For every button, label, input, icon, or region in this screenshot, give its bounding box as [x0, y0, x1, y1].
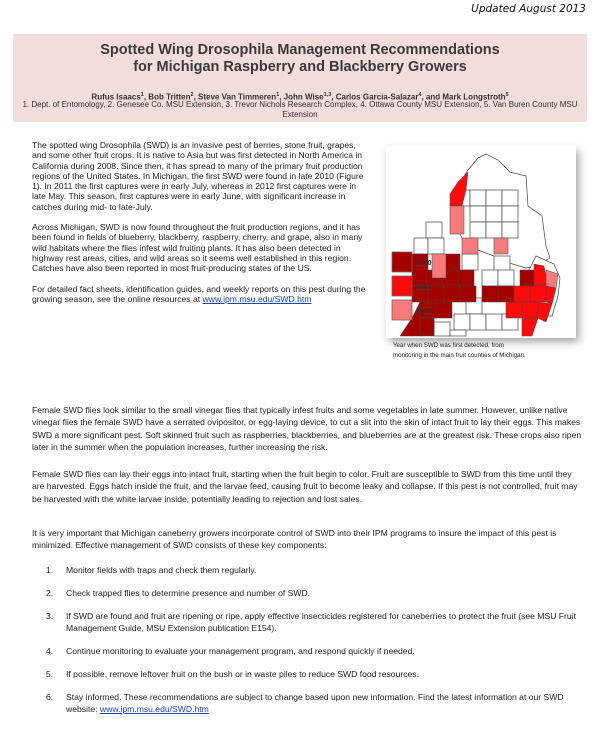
author-separator: , [279, 92, 284, 102]
list-item-text: If possible, remove leftover fruit on the bush or in waste piles to reduce SWD food resources. [66, 669, 419, 679]
author-name: Mark Longstroth [442, 92, 506, 102]
intro-paragraph-2: Across Michigan, SWD is now found throughout the fruit production regions, and it has been found in fields of blueberry, blackberry, raspberry, cherry, and grape, also in many wild habitats where the flies infest wild fruiting plants. It has also been detected in highway rest areas, cities, and wild areas so it seems well established in this region. Catches have also been reported in most fruit-producing states of the US. [32, 222, 363, 274]
list-item-text: Continue monitoring to evaluate your management program, and respond quickly if needed. [66, 646, 415, 656]
resources-text: For detailed fact sheets, identification guides, and weekly reports on this pest during the growing season, see the online resources at [32, 283, 366, 304]
body-paragraph-2 [32, 468, 582, 505]
body-paragraph-3 [32, 527, 582, 552]
egg-laying-paragraph: Female SWD flies can lay their eggs into intact fruit, starting when the fruit begin to color. Fruit are susceptible to SWD from this time until they are harvested. Eggs hatch inside the fruit, and the larvae feed, causing fruit to become leaky and collapse. If this pest is not controlled, fruit may be harvested with the white larvae inside, potentially leading to rejection and lost sales. [32, 469, 578, 504]
map-legend [392, 252, 432, 320]
list-item-number: 5. [46, 669, 54, 679]
author-affiliation-number: 2 [190, 92, 194, 98]
list-item-text: Monitor fields with traps and check them regularly. [66, 565, 257, 575]
list-item-number: 1. [46, 565, 54, 575]
legend-swatch-2012 [392, 300, 412, 320]
author-name: Bob Tritten [148, 92, 191, 102]
document-title [13, 42, 587, 76]
legend-label-2010: 2010 [416, 260, 432, 267]
intro-paragraph-1: The spotted wing Drosophila (SWD) is an invasive pest of berries, stone fruit, grapes, and some other fruit crops. It is native to Asia but was first detected in North America in California during 2008. Since then, it has spread to many of the primary fruit production regions of the United States. In Michigan, the first SWD were found in late 2010 (Figure 1). In 2011 the first captures were in early July, whereas in 2012 first captures were in late May. This season, first captures were in early June, with significant increase in catches during mid- to late-July. [32, 140, 364, 212]
map-caption-line-1: Year when SWD was first detected, from [393, 342, 504, 349]
legend-label-2012: 2012 [416, 308, 432, 315]
title-line-2: for Michigan Raspberry and Blackberry Growers [133, 59, 467, 75]
updated-date: Updated August 2013 [471, 3, 586, 15]
management-components-list [46, 564, 586, 726]
map-graphic [386, 146, 576, 338]
list-item-text: If SWD are found and fruit are ripening or ripe, apply effective insecticides registered for caneberries to protect the fruit (see MSU Fruit Management Guide, MSU Extension publication E154). [66, 611, 576, 633]
list-item-text: Stay informed. These recommendations are subject to change based upon new information. Find the latest information at our SWD website: [66, 692, 564, 714]
list-item-number: 2. [46, 588, 54, 598]
author-affiliation-number: 5 [505, 92, 509, 98]
author-separator: , and [421, 92, 443, 102]
affiliations: 1. Dept. of Entomology, 2. Genesee Co. MSU Extension, 3. Trevor Nichols Research Complex, 4. Ottawa County MSU Extension, 5. Van Buren County MSU Extension [22, 100, 578, 119]
author-name: Steve Van Timmeren [198, 92, 277, 102]
author-separator: , [331, 92, 336, 102]
author-separator: , [143, 92, 149, 102]
title-line-1: Spotted Wing Drosophila Management Recommendations [100, 42, 500, 58]
intro-column [32, 140, 367, 314]
map-caption-line-2: monitoring in the main fruit counties of Michigan. [393, 351, 526, 359]
body-paragraph-1 [32, 404, 582, 454]
author-affiliation-number: 4 [418, 92, 422, 98]
list-item [46, 645, 586, 657]
author-name: Carlos Garcia-Salazar [335, 92, 419, 102]
list-item [46, 564, 586, 576]
ovipositor-paragraph: Female SWD flies look similar to the small vinegar flies that typically infest fruits and some vegetables in late summer. However, unlike native vinegar flies the female SWD have a serrated ovipositor, or egg-laying device, to cut a slit into the skin of intact fruit to lay their eggs. This makes SWD a more significant pest. Soft skinned fruit such as raspberries, blackberries, and blueberries are at the greatest risk. These crops also ripen later in the summer when the population increases, further increasing the risk. [32, 405, 582, 453]
author-name: Rufus Isaacs [91, 92, 141, 102]
list-item-number: 6. [46, 692, 54, 702]
list-item-number: 3. [46, 611, 54, 621]
list-item-number: 4. [46, 646, 54, 656]
swd-website-link[interactable]: www.ipm.msu.edu/SWD.htm [99, 704, 209, 714]
legend-swatch-2011 [392, 276, 412, 296]
list-item [46, 668, 586, 680]
list-item [46, 587, 586, 599]
author-affiliation-number: 1,3 [323, 92, 332, 98]
author-name: John Wise [283, 92, 324, 102]
legend-label-2011: 2011 [416, 284, 432, 291]
list-item-text: Check trapped flies to determine presence and number of SWD. [66, 588, 311, 598]
list-item [46, 691, 586, 715]
intro-paragraph-3 [32, 284, 367, 305]
michigan-detection-map [386, 146, 576, 338]
author-affiliation-number: 1 [276, 92, 280, 98]
legend-swatch-2010 [392, 252, 412, 272]
swd-website-link[interactable]: www.ipm.msu.edu/SWD.htm [202, 293, 312, 304]
ipm-paragraph: It is very important that Michigan caneberry growers incorporate control of SWD into their IPM programs to insure the impact of this pest is minimized. Effective management of SWD consists of these key components: [32, 528, 557, 551]
list-item [46, 610, 586, 634]
author-separator: , [193, 92, 199, 102]
author-affiliation-number: 1 [140, 92, 144, 98]
map-caption [393, 341, 593, 360]
header-box [13, 34, 587, 122]
